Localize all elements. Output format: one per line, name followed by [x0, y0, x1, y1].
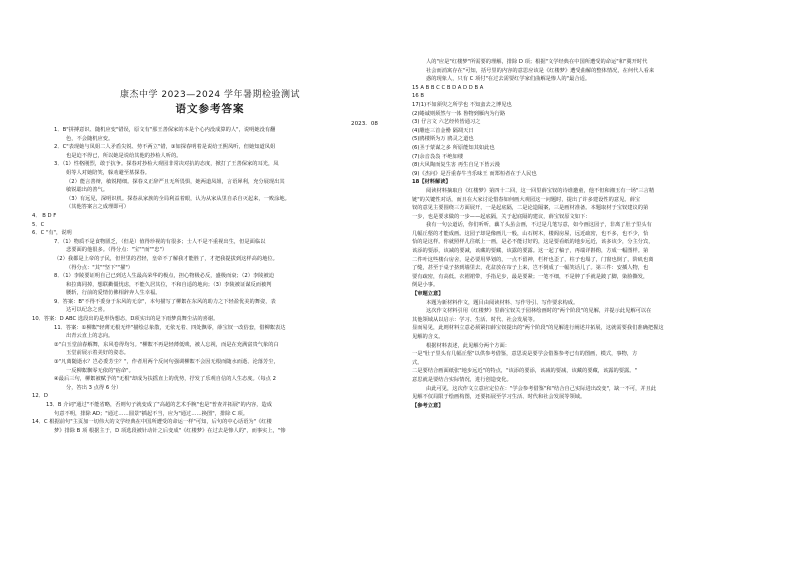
right-answer-line: 意思就是要结合实际情况，进行创造变化。 [412, 376, 512, 383]
right-answer-line: (4)雕连三首金罍 隔凋天日 [412, 127, 474, 134]
right-answer-line: 本题为新材料作文，题目由阅读材料、写作导引、写作要求构成。 [426, 299, 579, 306]
left-answer-line: 9．答案：B"不得不委身于东风的无奈"，本句描写了柳絮在东风的助力之下轻盈优美的舞姿，表 [54, 298, 276, 305]
left-answer-line: 悲要面的他很多。（得分点："宝""而""忠"） [66, 247, 168, 254]
left-answer-line: 出青云直上的志向。 [66, 333, 114, 340]
right-answer-line: 15 A B B C C B D A D D B A [412, 84, 484, 91]
left-answers [32, 126, 388, 435]
right-answer-line: 【审题立意】 [412, 291, 444, 298]
school-exam-title: 康杰中学 2023—2024 学年暑期检验测试 [119, 90, 301, 100]
left-answer-line: 腰斩，行前的爱情仿佛相辞奔人生幸福。 [66, 290, 161, 297]
left-answer-line: ③"凡离随逝水？岂必委芳尘？"，作者用两个反问句强调柳絮不会因无根而随水而逝、沦落芳尘， [54, 359, 279, 366]
left-answer-line: ④最后三句，柳絮被赋予的"无根"却成为扶摇直上的优势，抒发了乐观自信的人生态度。（每点 2 [54, 376, 276, 383]
right-answer-line: 见解的含义。 [412, 334, 444, 340]
right-answer-line: 18【材料解读】 [412, 179, 451, 186]
right-answer-line: 链"的关键性对话，而且在大家讨论惜春如何画大观园这一问题时，提出了许多建设性的意见。薛宝 [412, 196, 641, 203]
right-answer-line: (2)蜷诚则须然与一体 鲁物到雁内为行路 [412, 110, 506, 117]
right-answer-line: (9)《杰问》是吾重春牛当乐味王 而郑桓者在于人民也 [412, 170, 537, 177]
answer-key-title: 语文参考答案 [175, 103, 245, 115]
right-answer-line: 几幅丘壑的才能成画。这园子却是像画儿一般，山石树木，楼阁房屋，远近疏密，也不多，也不少，恰 [412, 230, 649, 237]
left-answer-line: 2．C"表现她与凤姐二人矛盾尖锐、势不两立"错，③如探春明着是说给王熙凤听，但她知道凤姐 [54, 144, 276, 151]
left-answer-line: 敏锐聪出的善气。 [66, 187, 108, 194]
left-answer-line: 4． B D F [32, 212, 57, 219]
left-answer-line: （2）我都是上帝的子民，但世里的君轻，皇帝不了解我才能胜了，才把我提拔到这样高的地位。 [54, 255, 278, 262]
right-answer-line: 16 B [412, 93, 424, 100]
right-answer-line: 式。 [412, 359, 423, 366]
right-answer-line: 由此可见，这次作文立意应定位在："学会参考借鉴"和"结合自己实际进出改变"，缺一不可，并且此 [426, 385, 657, 392]
left-answer-line: 7．（1）物质不是食物匮乏，（但是）值得珍视的有很多；士人不是不重视出生，但是面临以 [54, 238, 266, 245]
right-answer-line: 该添的要添，该减的要减，该藏的要藏，该露的要露。这一起了稿子，再端详斟酌，方成一幅图样。第 [412, 248, 649, 255]
left-answer-line: （2）能言善辩，敏锐精细。探春义正辞严且无所畏惧，她两道凤姐，言语犀利，充分展现出其 [66, 178, 285, 185]
right-answer-line: 倒是小事。 [412, 282, 439, 289]
left-answer-line: 和拉离同掉，想联衢僵忧虑，不能久居其位，不和自适的地向；（3）李陵被证谋反而被判 [66, 281, 272, 288]
left-answer-line: ②"白玉堂前春解舞，东风卷得均匀。"柳絮不再是轻薄低贱，被人忘视，而是在充满富贵气象的白 [54, 341, 279, 348]
left-answer-line: 12．D [32, 393, 48, 400]
left-answer-line: 11．答案：①柳絮"轻薄无根无绊"描绘总象散，无依无着、四处飘零，薛宝钗一改俗套，借柳絮表达 [54, 324, 286, 331]
right-answer-line: 见解不仅局限于绘画构图，还要拓展至学习生活、时代和社会发展等领域。 [412, 394, 586, 401]
left-answer-line: 13．B 介词"通过"不能省略，否则句子就变成了"高超的艺术手腕"也是"普查并拓展"的内容，造成 [46, 402, 272, 408]
right-answer-line: (6)圣于蒙谋之多 所原能知其如此也 [412, 144, 495, 151]
left-answer-line: 6．C "有"，说明 [32, 230, 72, 237]
right-answer-line: 显而易见，此则材料立意必须紧扣薛宝钗提出的"两个阶段"的见解进行阐述并拓展，这就需要我们准确把握这 [412, 325, 664, 332]
left-answer-line: 8．（1）李陵要证明自己已到达人生最高荣华的极点，担心物极必反，盛极而衰；（2）李陵被迫 [54, 273, 275, 280]
left-answer-line: 姐等人对她陪笑，躲劝避至墓探春。 [66, 169, 150, 176]
right-answer-line: (7)余音袅袅 不绝如缕 [412, 153, 464, 160]
right-answer-line: 了缝，甚至于桌子挤到墙里去，花盆放在帘子上来，岂不倒成了一幅笑话儿了。第三件：安插人物，也 [412, 265, 649, 272]
right-answer-line: 恰的是这样。你就照样儿往纸上一画，是必不能讨好的，这是要看纸的地步远近，该多该少，分主分宾， [412, 239, 654, 246]
right-answer-line: 一步，也是要求做的一步——起底隔，关于起底隔的建议，薛宝钗原文如下： [412, 213, 591, 220]
right-answer-line: 惑的现象人，只有 C 项付"在过去需要红学家们曲解是惨人的"最合适。 [426, 76, 591, 83]
right-answer-line: 阅读材料摘取自《红楼梦》第四十二回，这一回里薛宝钗的诗谁邀童，他不但和湘玉有一场"三言精 [426, 187, 655, 194]
right-answer-line: 二件叶这些楼台房舍，是必要用界划的，一点不留神，栏杆也歪了，柱子也塌了，门窗也倒了，阶矶也离 [412, 256, 654, 263]
left-answer-line: 分，答出 3 点得 6 分） [66, 384, 122, 391]
left-answer-line: 一反柳絮飘零无依的"宿命"。 [66, 367, 134, 374]
left-answer-line: （得分点："其""坚下""擢"） [66, 264, 133, 271]
exam-date: 2023．08 [351, 121, 378, 127]
left-answer-line: （3）有远见，深明识机。探春从家族的全局利益着眼，认为从家从里自杀自灭起来，一败涂地。 [66, 195, 290, 202]
left-answer-line: 也是迫不得已，所以她是说给其他的抄检人听的。 [66, 152, 182, 159]
right-answer-line: 钗的意见主要围绕三方面展开，一是起底隔，二是论造隔案，三是画材准备。本题取材于宝钗建议的第 [412, 205, 649, 212]
left-answer-line: 5．C [32, 221, 45, 228]
left-answer-line: 10．答案：D ABC 选段出的是形伪想态，D项实出的是下雨梦真舞尘沾的喜谢。 [32, 316, 219, 323]
left-answer-line: 14．C 根据前句"主页加一切伟大的文学经典在中国所遭受的命运一样"可知，后句的中心话语为"《红楼 [32, 419, 272, 426]
left-answer-line: 色，不会随机应变。 [66, 135, 114, 142]
left-answer-line: 达可以纪念之喜。 [66, 307, 108, 314]
right-answer-line: 我有一句公道话，你们听听，藕丫头虽会画，不过是几笔写意，如今画这园子，非离了肚子里头有 [426, 222, 652, 229]
left-answer-line: 玉堂前展示着美好的姿态。 [66, 350, 129, 357]
right-answers [412, 58, 774, 410]
left-answer-line: 句意不明，排除 AD；"通过……圆景"插起不当，应为"通过……换图"，排除 C 项。 [54, 410, 248, 417]
right-answer-line: 根据材料表述，此见解分两个方面： [426, 342, 510, 349]
right-answer-line: 社会而消寓存在"可知，括号里的内容的意思应该是《红楼梦》遭受曲解的整体情况，在何代人看来 [426, 67, 655, 74]
left-answer-line: （其他答案言之成理即可） [66, 204, 129, 211]
right-answer-line: (3) 仔言文 六艺经传皆通习之 [412, 119, 481, 126]
right-answer-line: (5)鸥楼斯为万 鸥灵之道也 [412, 136, 474, 143]
right-answer-line: 这次作文材料引用《红楼梦》里薛宝钗关于园林绘画时的"两个阶段"的见解，并提示此见解可以在 [426, 308, 652, 315]
left-answer-line: 梦》排除 B 项 根据主于，D 项选段被针动针之后变成"《红楼梦》在过去是惨人的"，而事实上，"惨 [54, 427, 286, 434]
right-answer-line: 其他领域从以启示：学习、生活、时代、社会发展等。 [412, 316, 538, 323]
left-answer-line: 1．B"拼搏意识、随机应变"错误，原文有"那王善保家的本是个心内没成算的人"，说明她没有翻 [54, 127, 276, 133]
right-answer-line: (8)大风陶而复生害 再生自足下皆云漫 [412, 162, 500, 169]
right-answer-line: 人的"应是"红楼梦"所需要的理解，排除 D 项；根据"文学经典在中国所遭受的命运"和"冀开时代 [426, 59, 648, 65]
right-answer-line: 一是"肚子里头有几幅丘壑"以供参考借鉴，意思说是要学会借鉴参考已有的图画，模式，事物，方 [412, 351, 638, 358]
right-answer-line: 【参考立意】 [412, 402, 444, 409]
right-answer-line: 二是要结合画面纸张"地步远近"的特点，"该添的要添，该减的要减，该藏的要藏，该露的要露。" [412, 368, 637, 375]
right-answer-line: 17(1)不如须臾之所学也 不知蛮去之博见也 [412, 101, 512, 108]
right-answer-line: 要有疏密，有高低。衣褶裙带，手指足步，最是要紧；一笔不细，不是肿了手就是跛了脚，染脸撕发， [412, 273, 649, 280]
left-answer-line: 3．（1）性格刚烈，敢于抗争。探春对抄检大观园非常决对抗的态度，掀打了王善保家的耳光，凤 [54, 161, 279, 168]
